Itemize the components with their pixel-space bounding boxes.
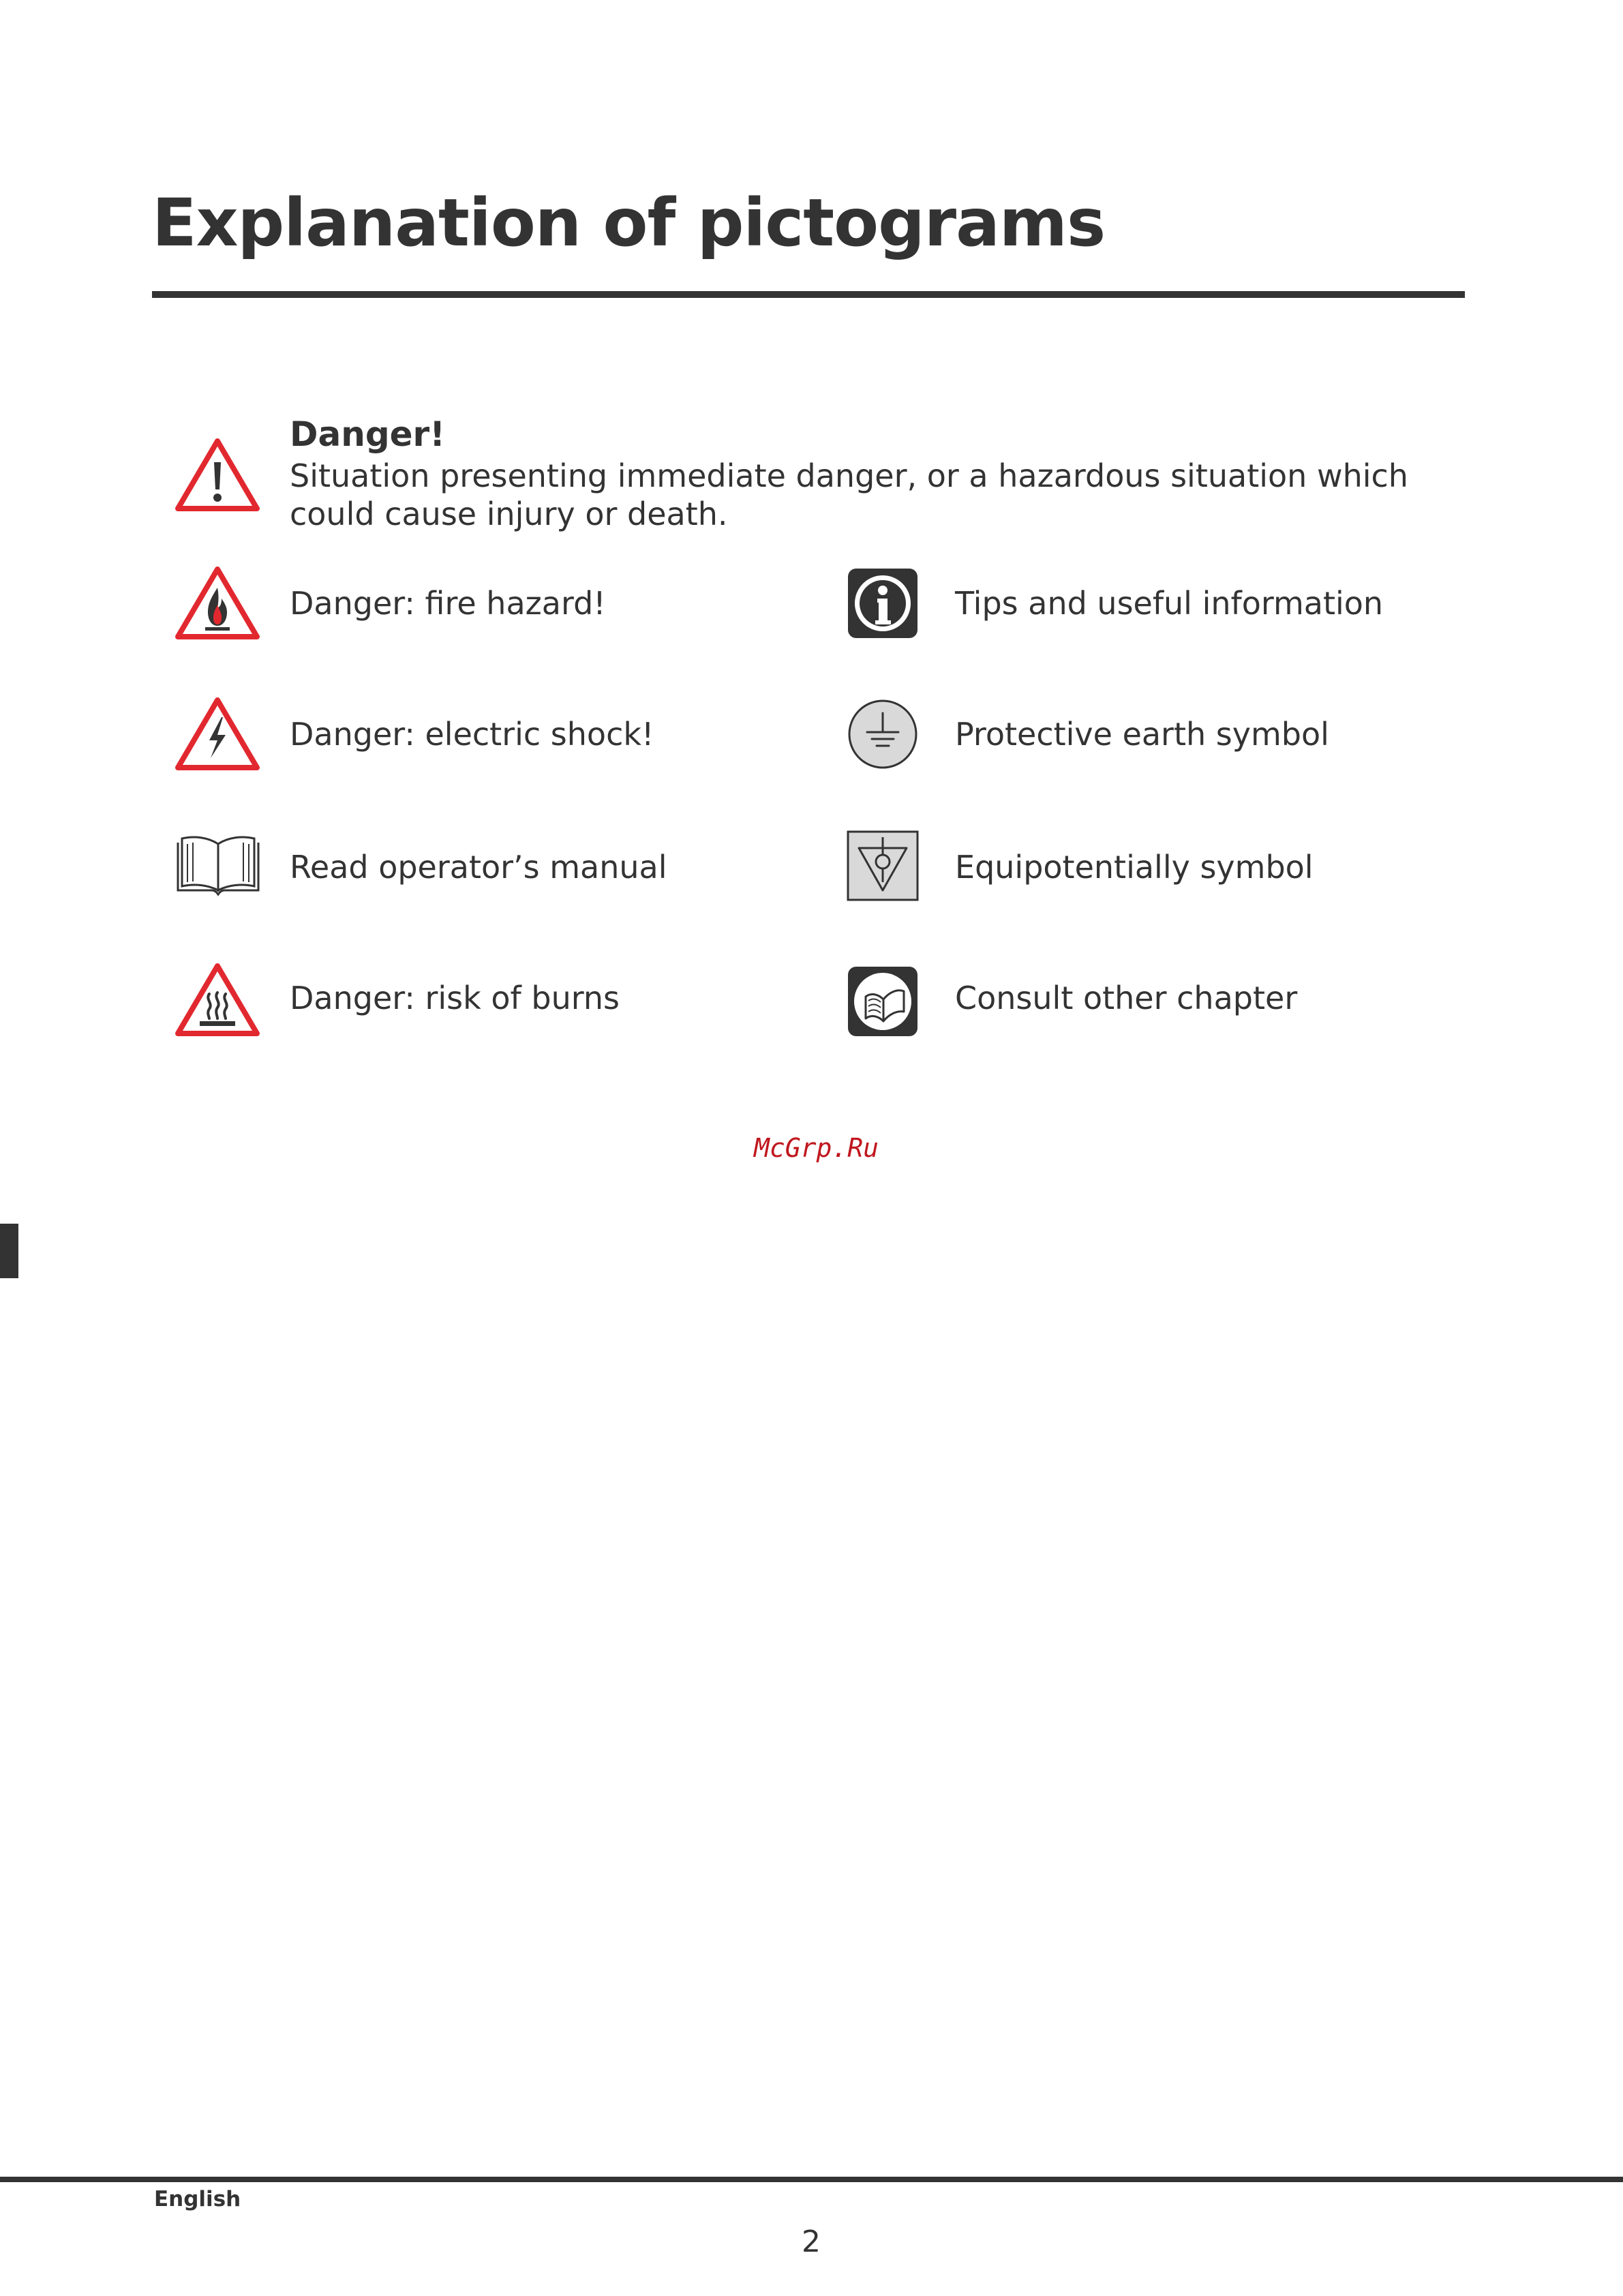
label-protective-earth: Protective earth symbol <box>955 716 1329 753</box>
danger-heading: Danger! <box>290 414 446 454</box>
footer-divider <box>0 2177 1623 2182</box>
footer-language: English <box>154 2187 241 2211</box>
open-book-icon <box>174 833 262 898</box>
watermark-link[interactable]: McGrp.Ru <box>753 1133 879 1163</box>
protective-earth-icon <box>847 698 919 770</box>
info-icon <box>847 567 919 639</box>
danger-description: Situation presenting immediate danger, or a hazardous situation which could cause injury or death. <box>290 457 1408 532</box>
hot-surface-icon <box>174 961 261 1038</box>
page-title: Explanation of pictograms <box>152 185 1106 261</box>
section-edge-tab <box>0 1224 18 1278</box>
electric-shock-icon <box>174 695 261 772</box>
label-electric-shock: Danger: electric shock! <box>290 716 654 753</box>
page-number: 2 <box>802 2224 821 2259</box>
label-fire-hazard: Danger: fire hazard! <box>290 585 606 622</box>
label-consult-chapter: Consult other chapter <box>955 980 1298 1016</box>
consult-chapter-icon <box>847 965 919 1038</box>
warning-exclamation-icon <box>174 436 261 513</box>
label-risk-of-burns: Danger: risk of burns <box>290 980 620 1016</box>
fire-hazard-icon <box>174 564 261 641</box>
title-divider <box>152 291 1465 298</box>
label-tips-info: Tips and useful information <box>955 585 1384 622</box>
label-equipotential: Equipotentially symbol <box>955 849 1314 886</box>
label-operators-manual: Read operator’s manual <box>290 849 667 886</box>
equipotential-icon <box>847 830 919 901</box>
